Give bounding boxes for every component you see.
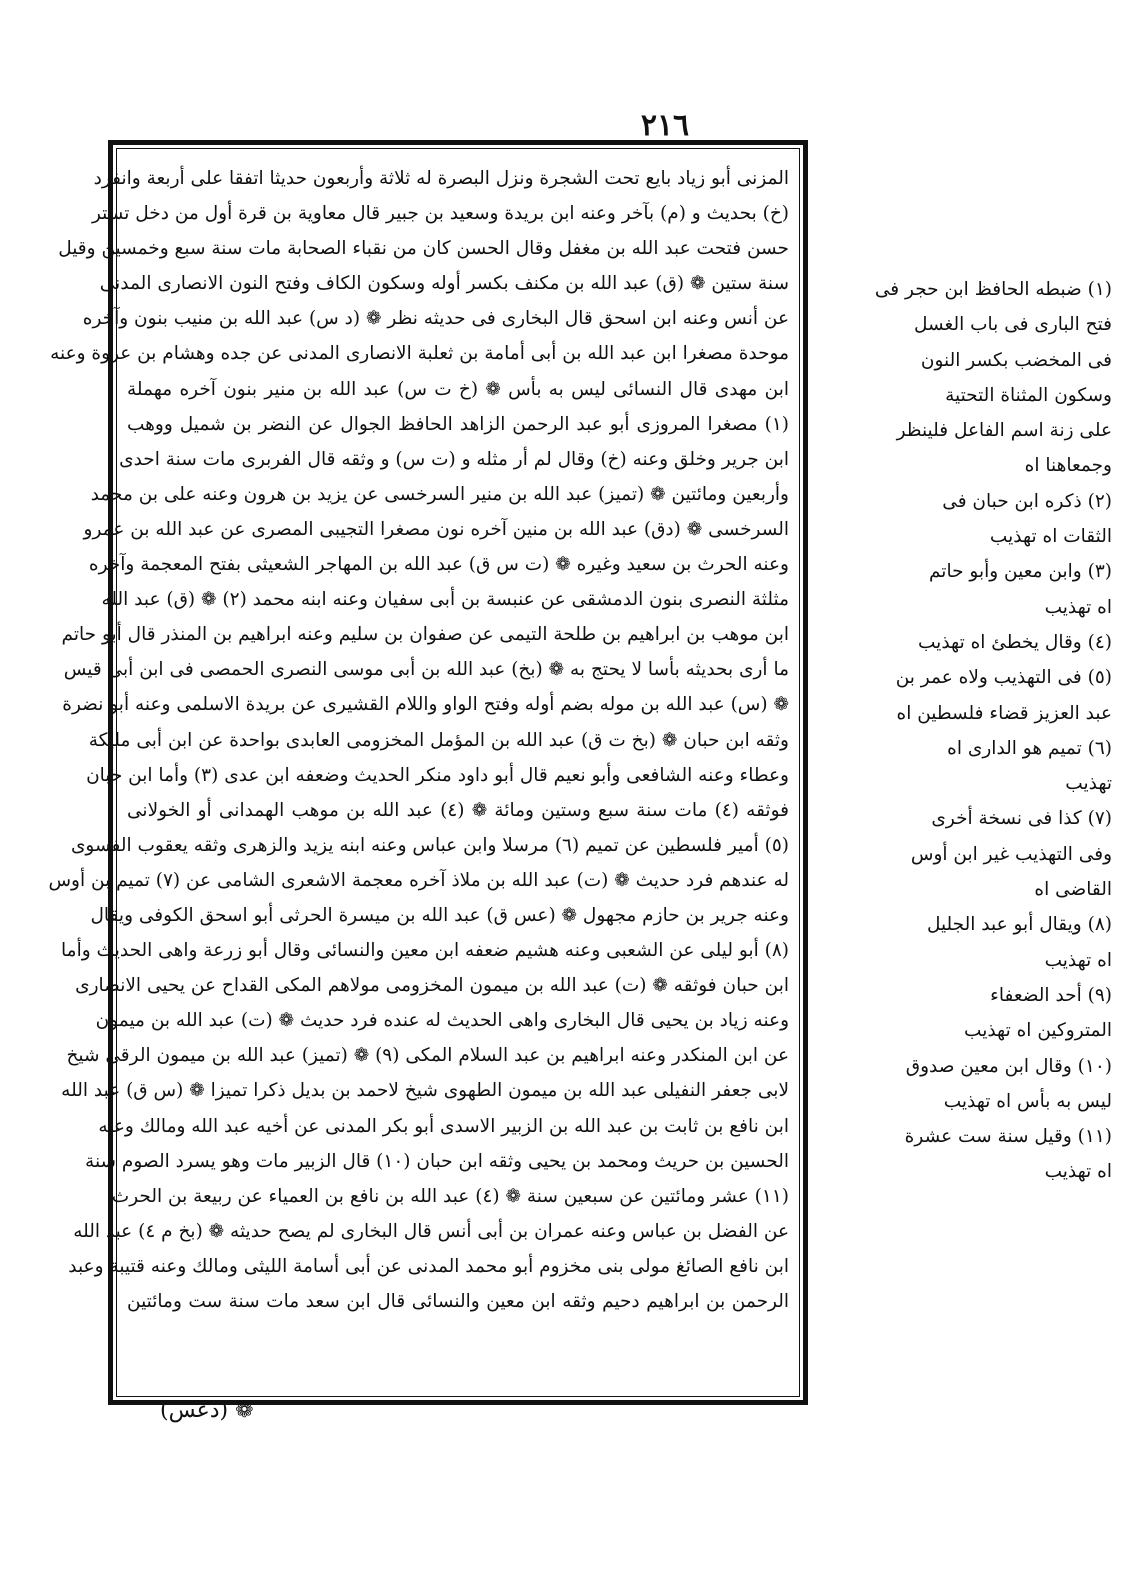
text-line: عن الفضل بن عباس وعنه عمران بن أبى أنس قال البخارى لم يصح حديثه ❁ (بخ م ٤) عبد الله xyxy=(73,1220,789,1242)
text-line: (٨) أبو ليلى عن الشعبى وعنه هشيم ضعفه ابن معين والنسائى وقال أبو زرعة واهى الحديث وأما xyxy=(61,940,789,962)
margin-note-line: فتح البارى فى باب الغسل xyxy=(914,314,1112,336)
margin-note-line: عبد العزيز قضاء فلسطين اه xyxy=(896,702,1112,724)
margin-note-line: (٩) أحد الضعفاء xyxy=(990,984,1112,1006)
text-line: وعنه زياد بن يحيى قال البخارى واهى الحديث له عنده فرد حديث ❁ (ت) عبد الله بن ميمون xyxy=(95,1010,789,1032)
text-line: الرحمن بن ابراهيم دحيم وثقه ابن معين والنسائى قال ابن سعد مات سنة ست ومائتين xyxy=(127,1291,789,1312)
text-line: السرخسى ❁ (دق) عبد الله بن منين آخره نون مصغرا التجيبى المصرى عن عبد الله بن عمرو xyxy=(83,518,789,540)
margin-note-line: تهذيب xyxy=(1065,773,1112,795)
margin-note-line: الثقات اه تهذيب xyxy=(989,526,1112,548)
text-line: فوثقه (٤) مات سنة سبع وستين ومائة ❁ (٤) عبد الله بن موهب الهمدانى أو الخولانى xyxy=(127,799,789,821)
text-line: (١١) عشر ومائتين عن سبعين سنة ❁ (٤) عبد الله بن نافع بن العمياء عن ربيعة بن الحرث xyxy=(111,1185,789,1207)
text-line: ابن جرير وخلق وعنه (خ) وقال لم أر مثله و (ت س) و وثقه قال الفربرى مات سنة احدى xyxy=(119,448,789,470)
margin-note-line: على زنة اسم الفاعل فلينظر xyxy=(896,420,1112,442)
margin-note-line: اه تهذيب xyxy=(1044,1161,1112,1183)
footer-catchword: ❁ (دعس) xyxy=(160,1398,254,1423)
text-line: ابن موهب بن ابراهيم بن طلحة التيمى عن صفوان بن سليم وعنه ابراهيم بن المنذر قال أبو حاتم xyxy=(61,624,789,646)
main-text-body xyxy=(48,148,800,1397)
text-line: (خ) بحديث و (م) بآخر وعنه ابن بريدة وسعيد بن جبير قال معاوية بن قرة أول من دخل تستر xyxy=(91,203,789,225)
main-text-frame xyxy=(48,140,808,1405)
margin-note-line: (٦) تميم هو الدارى اه xyxy=(947,737,1112,759)
text-line: وعنه الحرث بن سعيد وغيره ❁ (ت س ق) عبد الله بن المهاجر الشعيثى بفتح المعجمة وآخره xyxy=(88,554,789,576)
margin-note-line: (١١) وقيل سنة ست عشرة xyxy=(904,1126,1112,1148)
text-line: ابن نافع بن ثابت بن عبد الله بن الزبير الاسدى أبو بكر المدنى عن أخيه عبد الله ومالك وعنه xyxy=(98,1115,789,1137)
text-line: مثلثة النصرى بنون الدمشقى عن عنبسة بن أبى سفيان وعنه ابنه محمد (٢) ❁ (ق) عبد الله xyxy=(101,589,789,611)
margin-note-line: وفى التهذيب غير ابن أوس xyxy=(910,843,1112,865)
text-line: موحدة مصغرا ابن عبد الله بن أبى أمامة بن ثعلبة الانصارى المدنى عن جده وهشام بن عروة وعنه xyxy=(50,343,789,365)
margin-note-line: (١) ضبطه الحافظ ابن حجر فى xyxy=(874,279,1112,300)
margin-note-line: (١٠) وقال ابن معين صدوق xyxy=(905,1055,1112,1077)
text-line: حسن فتحت عبد الله بن مغفل وقال الحسن كان من نقباء الصحابة مات سنة سبع وخمسين وقيل xyxy=(58,238,789,260)
text-line: وعطاء وعنه الشافعى وأبو نعيم قال أبو داود منكر الحديث وضعفه ابن عدى (٣) وأما ابن حبان xyxy=(86,764,789,786)
text-line: وأربعين ومائتين ❁ (تميز) عبد الله بن منير السرخسى عن يزيد بن هرون وعنه على بن محمد xyxy=(90,483,789,505)
margin-note-line: وجمعاهنا اه xyxy=(1024,455,1112,477)
margin-note-line: اه تهذيب xyxy=(1044,949,1112,971)
margin-note-line: (٢) ذكره ابن حبان فى xyxy=(942,490,1112,512)
text-line: (٥) أمير فلسطين عن تميم (٦) مرسلا وابن عباس وعنه ابنه يزيد والزهرى وثقه يعقوب الفسوى xyxy=(70,834,789,856)
margin-note-line: (٤) وقال يخطئ اه تهذيب xyxy=(918,631,1112,653)
margin-note-line: اه تهذيب xyxy=(1044,596,1112,618)
text-line: (١) مصغرا المروزى أبو عبد الرحمن الزاهد الحافظ الجوال عن النضر بن شميل ووهب xyxy=(127,413,789,435)
text-line: ابن حبان فوثقه ❁ (ت) عبد الله بن ميمون المخزومى مولاهم المكى القداح عن يحيى الانصارى xyxy=(75,975,789,997)
text-line: له عندهم فرد حديث ❁ (ت) عبد الله بن ملاذ آخره معجمة الاشعرى الشامى عن (٧) تميم بن أوس xyxy=(48,869,789,891)
margin-note-line: (٨) ويقال أبو عبد الجليل xyxy=(926,914,1112,936)
text-line: ابن نافع الصائغ مولى بنى مخزوم أبو محمد المدنى عن أبى أسامة الليثى ومالك وعنه قتيبة وعبد xyxy=(68,1255,789,1277)
text-line: ❁ (س) عبد الله بن موله بضم أوله وفتح الواو واللام القشيرى عن بريدة الاسلمى وعنه أبو نضرة xyxy=(62,694,789,716)
margin-note-line: ليس به بأس اه تهذيب xyxy=(943,1090,1112,1112)
text-line: ما أرى بحديثه بأسا لا يحتج به ❁ (بخ) عبد الله بن أبى موسى النصرى الحمصى فى ابن أبى قيس xyxy=(63,659,789,681)
text-line: الحسين بن حريث ومحمد بن يحيى وثقه ابن حبان (١٠) قال الزبير مات وهو يسرد الصوم سنة xyxy=(85,1150,789,1172)
margin-note-line: القاضى اه xyxy=(1034,879,1112,901)
margin-note-line: فى المخضب بكسر النون xyxy=(920,349,1112,371)
text-line: وثقه ابن حبان ❁ (بخ ت ق) عبد الله بن المؤمل المخزومى العابدى بواحدة عن ابن أبى مليكة xyxy=(88,729,789,751)
text-line: لابى جعفر النفيلى عبد الله بن ميمون الطهوى شيخ لاحمد بن بديل ذكرا تميزا ❁ (س ق) عبد الله xyxy=(61,1080,789,1102)
margin-notes xyxy=(812,272,1112,1190)
margin-note-line: المتروكين اه تهذيب xyxy=(964,1020,1112,1042)
text-line: وعنه جرير بن حازم مجهول ❁ (عس ق) عبد الله بن ميسرة الحرثى أبو اسحق الكوفى ويقال xyxy=(90,904,789,926)
margin-note-line: (٥) فى التهذيب ولاه عمر بن xyxy=(895,667,1112,689)
margin-note-line: (٧) كذا فى نسخة أخرى xyxy=(931,808,1112,830)
text-line: ابن مهدى قال النسائى ليس به بأس ❁ (خ ت س) عبد الله بن منير بنون آخره مهملة xyxy=(127,378,789,400)
text-line: سنة ستين ❁ (ق) عبد الله بن مكنف بكسر أوله وسكون الكاف وفتح النون الانصارى المدنى xyxy=(99,273,789,295)
margin-note-line: (٣) وابن معين وأبو حاتم xyxy=(928,561,1112,583)
text-line: عن ابن المنكدر وعنه ابراهيم بن عبد السلام المكى (٩) ❁ (تميز) عبد الله بن ميمون الرقى شيخ xyxy=(66,1045,789,1067)
margin-note-line: وسكون المثناة التحتية xyxy=(945,384,1112,406)
page-number: ٢١٦ xyxy=(640,108,690,143)
text-line: عن أنس وعنه ابن اسحق قال البخارى فى حديثه نظر ❁ (د س) عبد الله بن منيب بنون وآخره xyxy=(82,308,789,330)
text-line: المزنى أبو زياد بايع تحت الشجرة ونزل البصرة له ثلاثة وأربعون حديثا اتفقا على أربعة وانفرد xyxy=(93,168,789,189)
